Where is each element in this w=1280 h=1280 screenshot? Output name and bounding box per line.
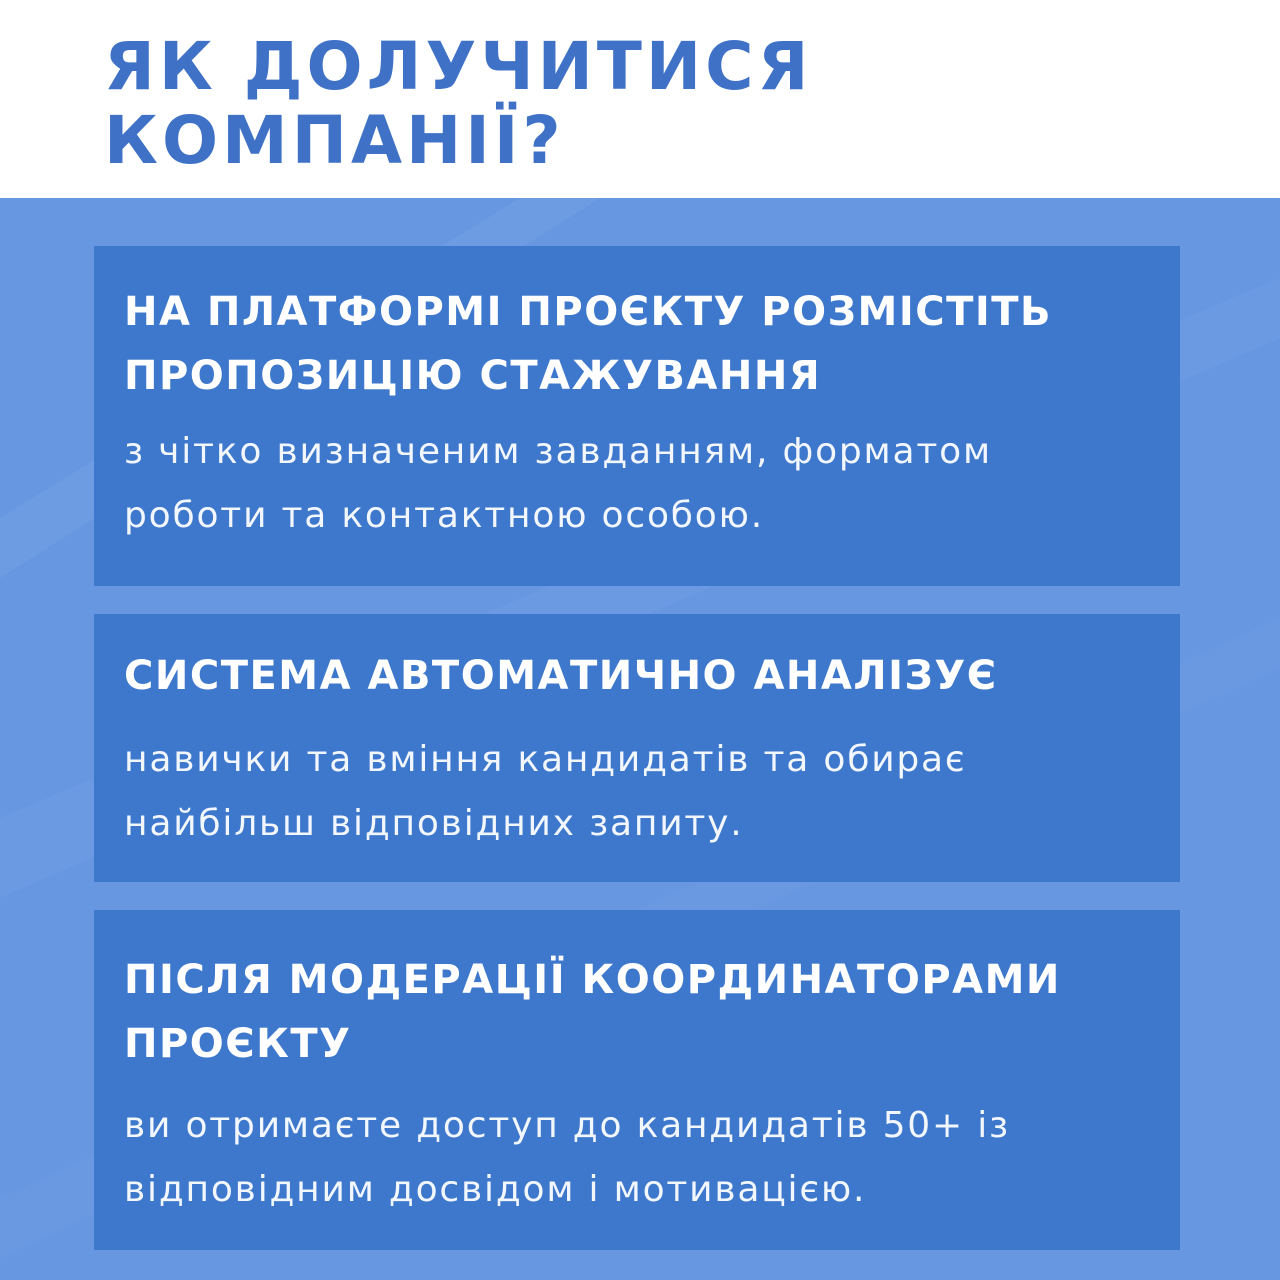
step-1-heading-line-2: ПРОПОЗИЦІЮ СТАЖУВАННЯ xyxy=(124,353,822,399)
page-title-line-1: ЯК ДОЛУЧИТИСЯ xyxy=(104,28,813,105)
step-2-heading-line-1: СИСТЕМА АВТОМАТИЧНО АНАЛІЗУЄ xyxy=(124,653,998,699)
page-title-line-2: КОМПАНІЇ? xyxy=(104,102,565,179)
step-1-body-line-1: з чітко визначеним завданням, форматом xyxy=(124,431,992,472)
step-3-heading-line-2: ПРОЄКТУ xyxy=(124,1021,352,1067)
step-3-heading xyxy=(124,948,1160,1076)
header xyxy=(0,0,1280,198)
step-1-body xyxy=(124,420,1160,548)
step-2-body-line-2: найбільш відповідних запиту. xyxy=(124,803,744,844)
page-title xyxy=(104,30,1204,178)
step-1-body-line-2: роботи та контактною особою. xyxy=(124,495,764,536)
step-1-heading xyxy=(124,280,1160,408)
step-3-body xyxy=(124,1094,1160,1222)
step-card-2 xyxy=(94,614,1180,882)
step-3-body-line-2: відповідним досвідом і мотивацією. xyxy=(124,1169,867,1210)
step-3-heading-line-1: ПІСЛЯ МОДЕРАЦІЇ КООРДИНАТОРАМИ xyxy=(124,957,1061,1003)
step-2-body-line-1: навички та вміння кандидатів та обирає xyxy=(124,739,967,780)
step-card-1 xyxy=(94,246,1180,586)
step-card-3 xyxy=(94,910,1180,1250)
step-1-heading-line-1: НА ПЛАТФОРМІ ПРОЄКТУ РОЗМІСТІТЬ xyxy=(124,289,1053,335)
step-2-body xyxy=(124,728,1160,856)
step-3-body-line-1: ви отримаєте доступ до кандидатів 50+ із xyxy=(124,1105,1010,1146)
step-2-heading xyxy=(124,644,1160,708)
